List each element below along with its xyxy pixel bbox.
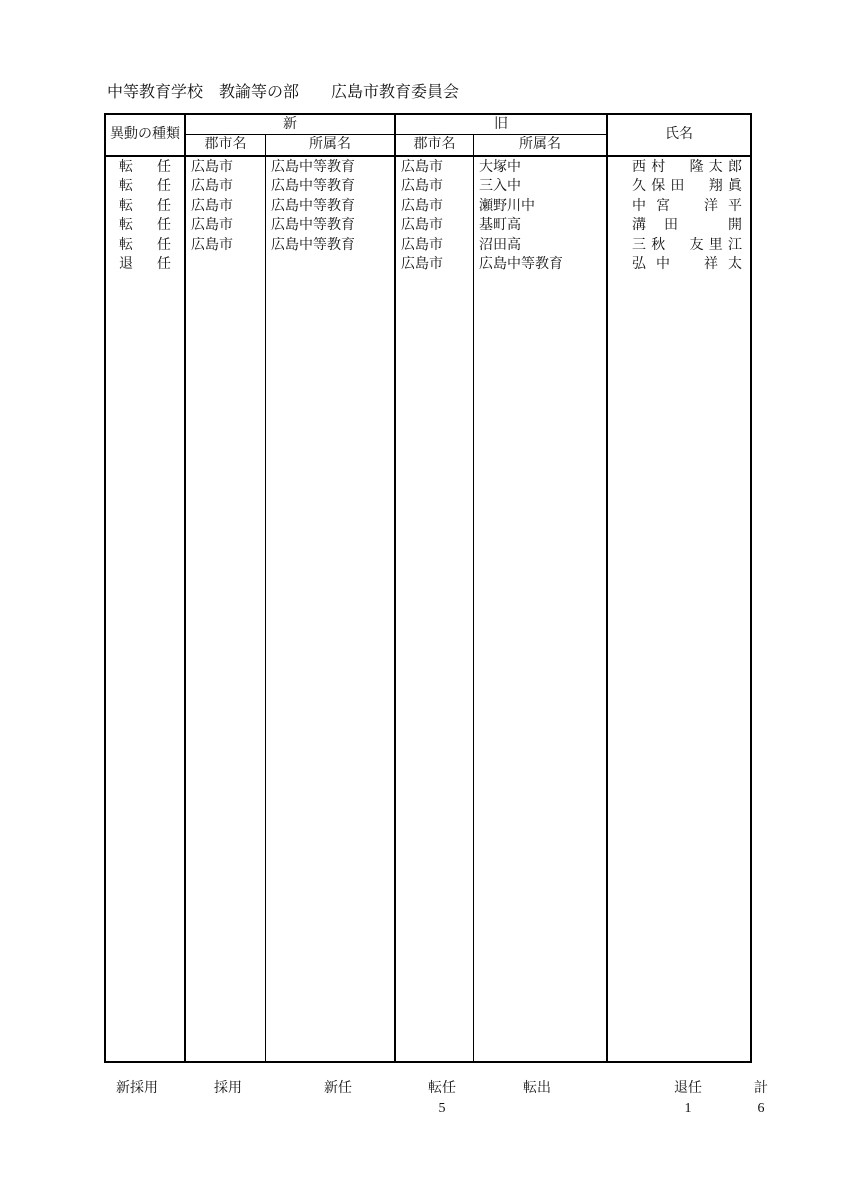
cell-transfer-type: 転 任	[119, 179, 171, 195]
cell-old-city: 広島市	[401, 256, 443, 272]
cell-name: 溝田 開	[632, 218, 742, 234]
column-old-affiliation	[474, 155, 608, 1061]
summary-label: 計	[754, 1081, 768, 1096]
summary-item-total	[754, 1080, 768, 1119]
cell-new-affiliation	[266, 255, 394, 274]
header-old-city: 郡市名	[396, 135, 474, 155]
cell-new-city: 広島市	[191, 198, 233, 214]
cell-new-affiliation: 広島中等教育	[271, 160, 355, 175]
cell-name: 中宮 洋平	[632, 198, 742, 214]
summary-label: 採用	[214, 1081, 242, 1096]
page-title: 中等教育学校 教諭等の部 広島市教育委員会	[107, 84, 460, 101]
header-new-group: 新	[186, 115, 396, 135]
cell-transfer-type: 退 任	[119, 256, 171, 272]
summary-value: 6	[757, 1101, 765, 1116]
summary-item-transfers-out	[523, 1080, 551, 1098]
summary-item-new-hires	[116, 1080, 158, 1098]
cell-new-affiliation: 広島中等教育	[271, 179, 355, 195]
summary-label: 退任	[674, 1081, 702, 1096]
header-new-affiliation: 所属名	[266, 135, 396, 155]
cell-transfer-type: 転 任	[119, 237, 171, 253]
cell-new-affiliation: 広島中等教育	[271, 237, 355, 253]
header-transfer-type: 異動の種類	[106, 115, 186, 155]
cell-new-city: 広島市	[191, 160, 233, 175]
cell-old-affiliation: 大塚中	[479, 160, 521, 175]
cell-new-city: 広島市	[191, 237, 233, 253]
transfer-table	[104, 113, 752, 1063]
cell-old-city: 広島市	[401, 218, 443, 234]
summary-label: 新採用	[116, 1081, 158, 1096]
cell-new-city	[186, 255, 265, 274]
summary-value: 1	[684, 1101, 692, 1116]
cell-transfer-type: 転 任	[119, 198, 171, 214]
summary-value: 5	[438, 1101, 446, 1116]
cell-old-affiliation: 三入中	[479, 179, 521, 195]
cell-new-city: 広島市	[191, 218, 233, 234]
cell-old-city: 広島市	[401, 198, 443, 214]
cell-old-affiliation: 瀬野川中	[479, 198, 535, 214]
summary-label: 転出	[523, 1081, 551, 1096]
cell-name: 弘中 祥太	[632, 256, 742, 272]
cell-old-affiliation: 基町高	[479, 218, 521, 234]
cell-transfer-type: 転 任	[119, 218, 171, 234]
cell-transfer-type: 転 任	[119, 160, 171, 175]
summary-item-retirements	[674, 1080, 702, 1119]
summary-label: 新任	[324, 1081, 352, 1096]
column-old-city	[396, 155, 474, 1061]
header-name: 氏名	[665, 127, 693, 142]
column-new-affiliation	[266, 155, 396, 1061]
cell-name: 三秋 友里江	[632, 237, 742, 253]
cell-old-affiliation: 広島中等教育	[479, 256, 563, 272]
cell-name: 西村 隆太郎	[632, 160, 742, 175]
column-transfer-type	[106, 155, 186, 1061]
header-old-group: 旧	[396, 115, 608, 135]
column-name	[608, 155, 750, 1061]
cell-old-city: 広島市	[401, 237, 443, 253]
header-old-affiliation: 所属名	[474, 135, 608, 155]
header-new-city: 郡市名	[186, 135, 266, 155]
summary-item-transfers	[428, 1080, 456, 1119]
cell-new-affiliation: 広島中等教育	[271, 218, 355, 234]
summary-bar	[0, 1080, 849, 1125]
cell-old-affiliation: 沼田高	[479, 237, 521, 253]
cell-old-city: 広島市	[401, 179, 443, 195]
summary-label: 転任	[428, 1081, 456, 1096]
cell-name: 久保田 翔眞	[632, 179, 742, 195]
cell-new-city: 広島市	[191, 179, 233, 195]
cell-new-affiliation: 広島中等教育	[271, 198, 355, 214]
cell-old-city: 広島市	[401, 160, 443, 175]
column-new-city	[186, 155, 266, 1061]
summary-item-hires	[214, 1080, 242, 1098]
summary-item-newly-appointed	[324, 1080, 352, 1098]
